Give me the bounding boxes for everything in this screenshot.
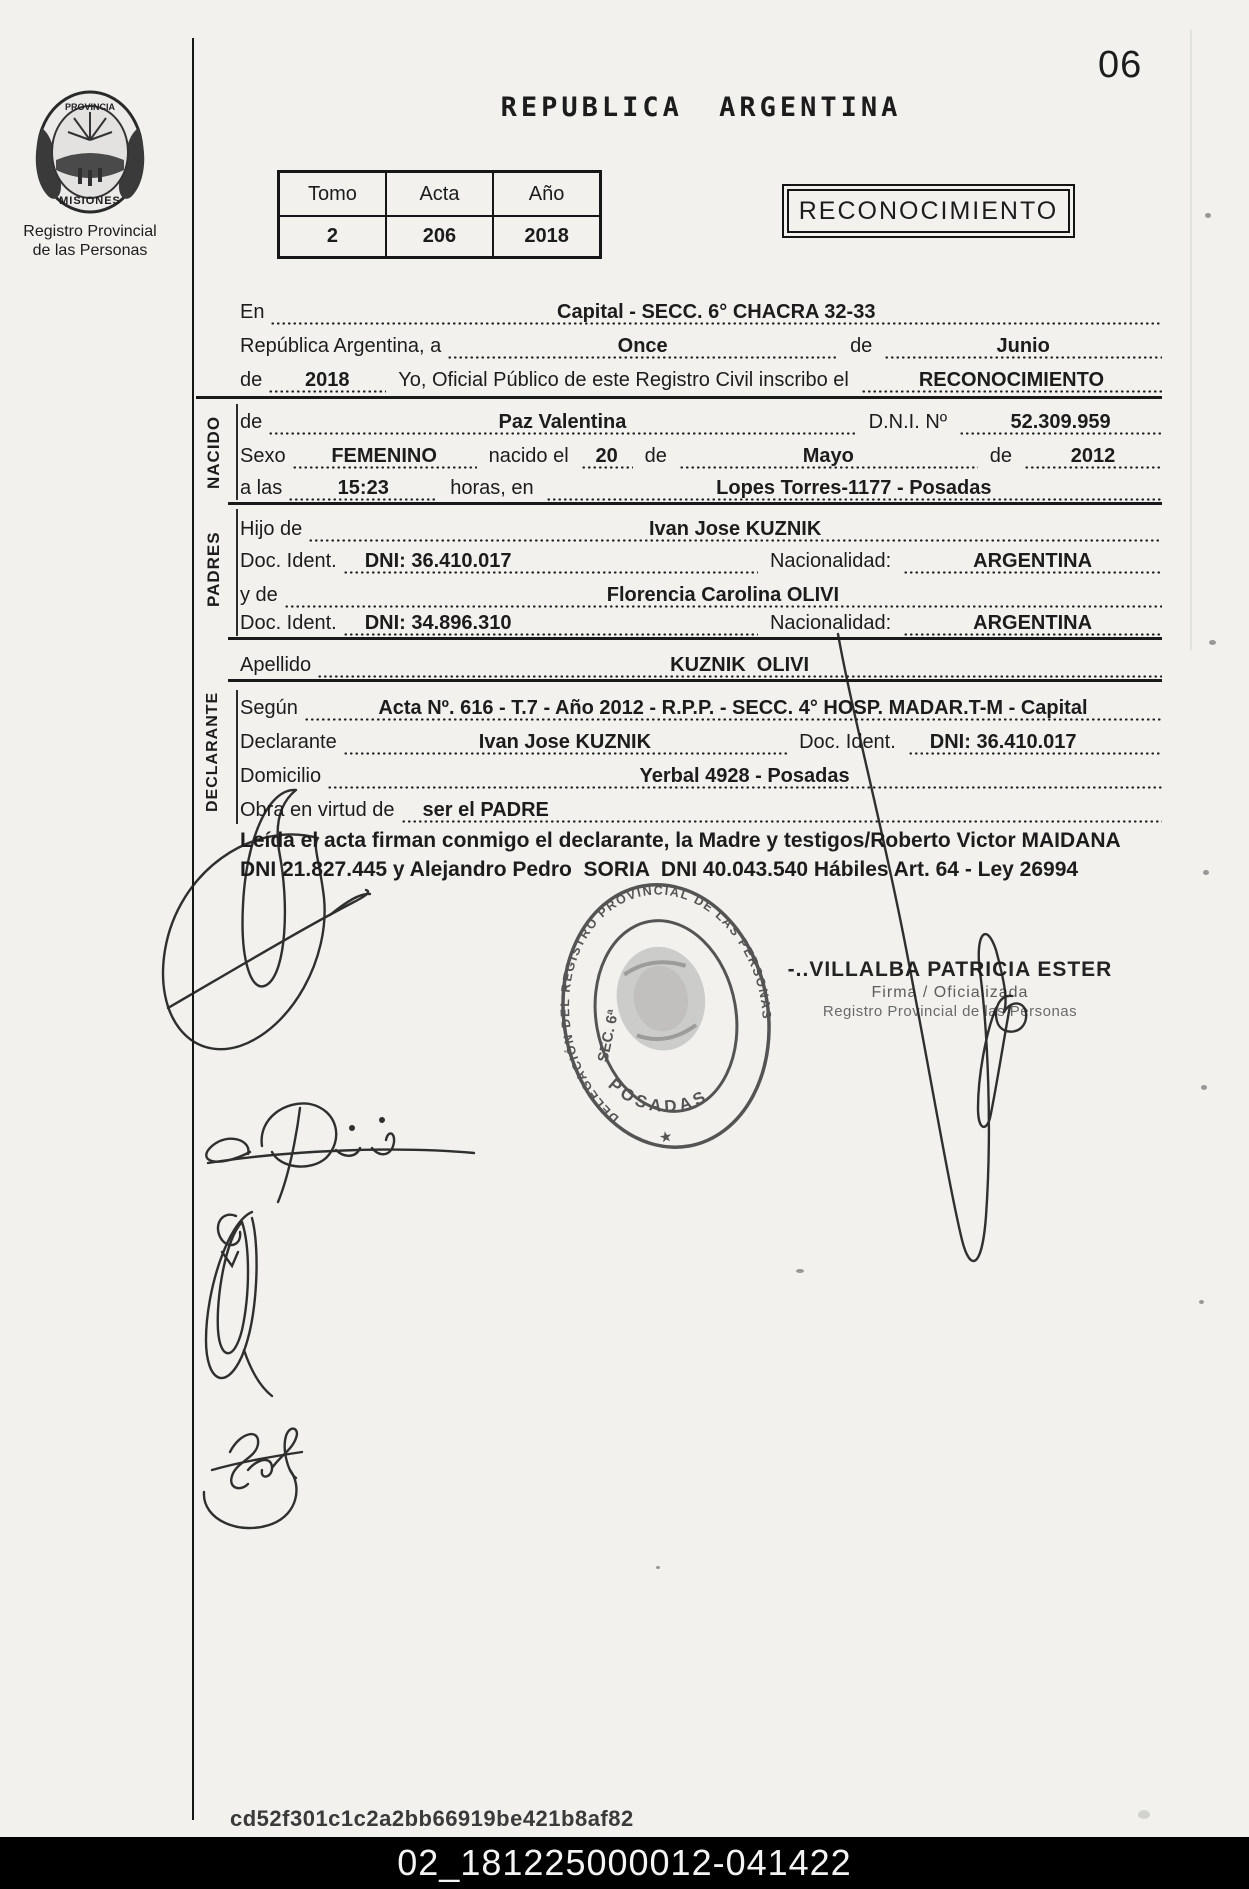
official-office: Registro Provincial de las Personas: [822, 1003, 1078, 1020]
form-row-apellido: [240, 645, 1162, 678]
dotted-line: [304, 696, 1162, 721]
field-value-apellido: KUZNIK OLIVI: [670, 654, 810, 676]
round-registry-stamp: [537, 866, 795, 1165]
field-label: de: [989, 445, 1012, 467]
seal-banner-top: PROVINCIA: [64, 102, 116, 112]
field-value-doc: DNI: 36.410.017: [929, 731, 1077, 753]
scan-speck: [1203, 870, 1209, 875]
field-value-month: Junio: [996, 335, 1050, 357]
dotted-line: [343, 611, 758, 636]
field-label: de: [240, 369, 263, 391]
field-value-declarante: Ivan Jose KUZNIK: [478, 731, 652, 753]
field-label: de: [644, 445, 667, 467]
doc-type-label: RECONOCIMIENTO: [787, 189, 1070, 233]
field-value-sexo: FEMENINO: [331, 445, 437, 467]
field-value: Capital - SECC. 6° CHACRA 32-33: [557, 301, 876, 323]
signature-2: [206, 1103, 474, 1202]
field-label: y de: [240, 584, 278, 606]
field-value-nacionalidad: ARGENTINA: [973, 550, 1093, 572]
field-label: Obra en virtud de: [240, 799, 395, 821]
field-static-text: Yo, Oficial Público de este Registro Civil inscribo el: [398, 369, 849, 391]
dotted-line: [447, 334, 838, 359]
logo-caption-line2: de las Personas: [32, 242, 148, 259]
form-row-obra: [240, 790, 1162, 823]
dotted-line: [343, 549, 758, 574]
form-row-padre-doc: [240, 541, 1162, 574]
field-label: Doc. Ident.: [799, 731, 896, 753]
dotted-line: [268, 410, 856, 435]
dotted-line: [581, 444, 633, 469]
field-value-padre: Ivan Jose KUZNIK: [649, 518, 822, 540]
scan-speck: [656, 1566, 660, 1569]
form-row-domicilio: [240, 756, 1162, 789]
stamp-emblem: [609, 940, 714, 1058]
field-label: República Argentina, a: [240, 335, 442, 357]
form-row-anio: [240, 360, 1162, 393]
official-stamp-text: [770, 958, 1130, 1020]
stamp-city-text: [603, 1059, 714, 1127]
table-header-acta: Acta: [386, 172, 493, 217]
field-label: de: [240, 411, 263, 433]
field-value-obra: ser el PADRE: [422, 799, 549, 821]
stamp-ring-textpath: DELEGACIÓN DEL REGISTRO PROVINCIAL DE LAS PERSONAS: [558, 883, 774, 1126]
table-header-anio: Año: [493, 172, 600, 217]
scan-speck: [796, 1269, 804, 1273]
footer-hash: cd52f301c1c2a2bb66919be421b8af82: [230, 1806, 634, 1831]
official-name: -..VILLALBA PATRICIA ESTER: [787, 958, 1113, 981]
stamp-star: ★: [657, 1127, 674, 1147]
field-label: Nacionalidad:: [769, 550, 892, 572]
field-label: Según: [240, 697, 298, 719]
footer-black-bar: [0, 1837, 1249, 1889]
section-bracket: [236, 509, 238, 636]
field-label: En: [240, 301, 265, 323]
section-separator: [196, 396, 1162, 399]
stamp-city-textpath: POSADAS: [604, 1074, 713, 1117]
field-label: Doc. Ident.: [240, 612, 337, 634]
form-row-segun: [240, 688, 1162, 721]
field-value-year: 2012: [1070, 445, 1116, 467]
field-label: Nacionalidad:: [769, 612, 892, 634]
provincial-seal-logo: [28, 88, 152, 220]
dotted-line: [292, 444, 477, 469]
form-row-fecha: [240, 326, 1162, 359]
seal-banner-bottom: MISIONES: [59, 195, 121, 207]
field-value-nacionalidad: ARGENTINA: [973, 612, 1093, 634]
dotted-line: [317, 653, 1162, 678]
field-label: Sexo: [240, 445, 286, 467]
table-value-tomo: 2: [279, 216, 386, 258]
section-label-padres: PADRES: [204, 531, 223, 607]
section-bracket: [236, 404, 238, 500]
signature-3: [206, 1212, 272, 1396]
stamp-sec-text: SEC. 6ª: [594, 1008, 623, 1064]
scan-speck: [1201, 1085, 1207, 1090]
scan-speck: [1199, 1300, 1204, 1304]
logo-caption-line1: Registro Provincial: [23, 223, 157, 240]
document-title: REPUBLICA ARGENTINA: [500, 92, 902, 123]
footer-code: 02_181225000012-041422: [397, 1842, 852, 1883]
field-label: Declarante: [240, 731, 337, 753]
field-value-madre: Florencia Carolina OLIVI: [606, 584, 840, 606]
form-row-madre-doc: [240, 603, 1162, 636]
table-header-tomo: Tomo: [279, 172, 386, 217]
field-value-day: 20: [595, 445, 618, 467]
field-label: Apellido: [240, 654, 312, 676]
form-row-en: [240, 292, 1162, 325]
left-margin-rule: [192, 38, 194, 1820]
field-value-year: 2018: [305, 369, 350, 391]
form-row-nombre: [240, 402, 1162, 435]
field-label: Hijo de: [240, 518, 303, 540]
logo-caption: [6, 222, 174, 260]
field-value-hora: 15:23: [337, 477, 389, 499]
official-role: Firma / Oficializada: [871, 984, 1029, 1001]
field-value-segun: Acta Nº. 616 - T.7 - Año 2012 - R.P.P. - SECC. 4° HOSP. MADAR.T-M - Capital: [378, 697, 1088, 719]
section-separator: [228, 637, 1162, 640]
form-row-padre: [240, 509, 1162, 542]
field-label: Doc. Ident.: [240, 550, 337, 572]
form-row-declarante: [240, 722, 1162, 755]
field-label: horas, en: [450, 477, 534, 499]
dotted-line: [270, 300, 1162, 325]
field-label: de: [850, 335, 873, 357]
dotted-line: [908, 730, 1162, 755]
stamp-ring-text: [537, 866, 789, 1132]
field-value-month: Mayo: [802, 445, 854, 467]
dotted-line: [401, 798, 1162, 823]
dotted-line: [861, 368, 1162, 393]
dotted-line: [903, 611, 1162, 636]
closing-paragraph: Leída el acta firman conmigo el declarante, la Madre y testigos/Roberto Victor MAIDANA DNI 21.827.445 y Alejandro Pedro SORIA DNI 40.043.540 Hábiles Art. 64 - Ley 26994: [240, 829, 1132, 881]
field-value-doc: RECONOCIMIENTO: [918, 369, 1105, 391]
dotted-line: [903, 549, 1162, 574]
form-row-hora: [240, 468, 1162, 501]
section-bracket: [236, 690, 238, 824]
table-value-anio: 2018: [493, 216, 600, 258]
scan-speck: [1138, 1810, 1150, 1819]
field-value-lugar: Lopes Torres-1177 - Posadas: [716, 477, 992, 499]
field-label: D.N.I. Nº: [868, 411, 948, 433]
page-number: 06: [1098, 44, 1143, 86]
field-value-dni: 52.309.959: [1010, 411, 1111, 433]
dotted-line: [308, 517, 1162, 542]
field-label: nacido el: [488, 445, 569, 467]
dotted-line: [1024, 444, 1162, 469]
scan-speck: [1209, 640, 1216, 645]
section-separator: [228, 679, 1162, 682]
table-value-acta: 206: [386, 216, 493, 258]
section-separator: [228, 502, 1162, 505]
section-label-nacido: NACIDO: [204, 415, 223, 489]
dotted-line: [288, 476, 438, 501]
dotted-line: [268, 368, 386, 393]
field-value-doc: DNI: 36.410.017: [364, 550, 512, 572]
scan-speck: [1205, 213, 1211, 218]
field-value-nombre: Paz Valentina: [498, 411, 627, 433]
record-number-table: [277, 170, 602, 259]
doc-type-box: [782, 184, 1075, 238]
dotted-line: [343, 730, 787, 755]
dotted-line: [679, 444, 978, 469]
field-label: Domicilio: [240, 765, 322, 787]
dotted-line: [959, 410, 1162, 435]
paper-crease: [1190, 30, 1192, 650]
field-value-domicilio: Yerbal 4928 - Posadas: [639, 765, 850, 787]
signature-4: [204, 1429, 302, 1528]
dotted-line: [546, 476, 1162, 501]
dotted-line: [884, 334, 1162, 359]
field-value-doc: DNI: 34.896.310: [364, 612, 512, 634]
section-label-declarante: DECLARANTE: [204, 691, 221, 812]
field-label: a las: [240, 477, 283, 499]
dotted-line: [327, 764, 1162, 789]
form-row-sexo: [240, 436, 1162, 469]
field-value-day: Once: [617, 335, 668, 357]
